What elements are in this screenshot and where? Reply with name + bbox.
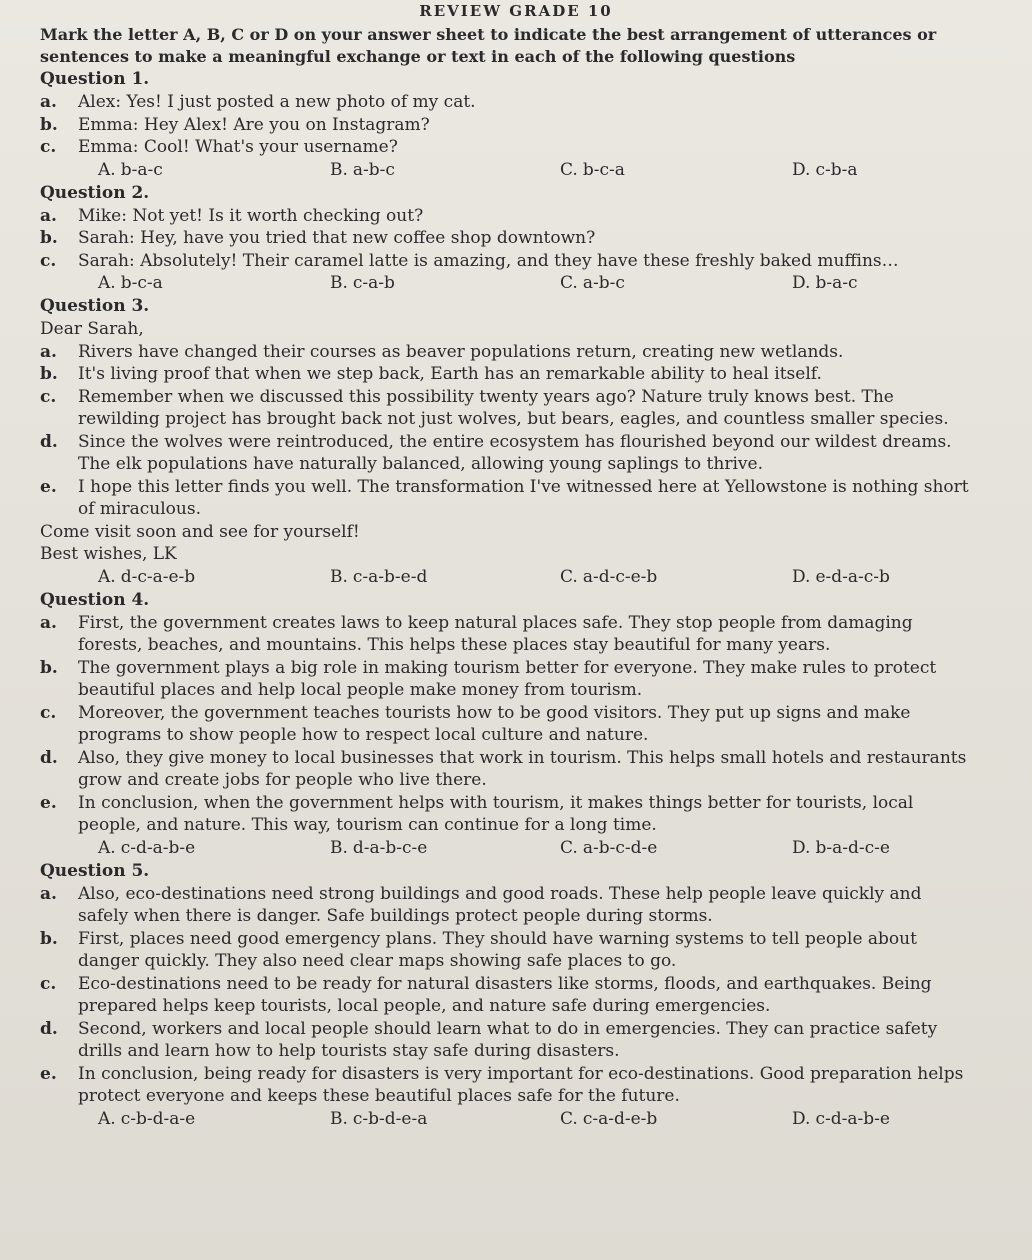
option-letter: B.: [330, 837, 348, 858]
item-b: [40, 227, 972, 250]
item-text: The government plays a big role in making tourism better for everyone. They make rules to protect beautiful places and help local people make money from tourism.: [78, 657, 937, 700]
item-letter: a.: [40, 205, 57, 226]
option-letter: A.: [98, 837, 116, 858]
option-letter: C.: [560, 159, 578, 180]
option-letter: D.: [792, 159, 811, 180]
item-letter: c.: [40, 137, 57, 157]
option-d[interactable]: [792, 159, 857, 182]
option-letter: C.: [560, 566, 578, 587]
option-b[interactable]: [330, 159, 395, 182]
option-letter: D.: [792, 566, 811, 587]
item-letter: b.: [40, 928, 58, 949]
question-title: Question 4.: [40, 589, 150, 610]
item-a: [40, 91, 972, 114]
item-text: Rivers have changed their courses as beaver populations return, creating new wetlands.: [78, 341, 844, 362]
item-text: In conclusion, when the government helps with tourism, it makes things better for tourists, local people, and nature. This way, tourism can continue for a long time.: [78, 792, 914, 835]
option-letter: D.: [792, 837, 811, 858]
item-b: [40, 363, 972, 386]
option-letter: C.: [560, 273, 578, 293]
item-letter: d.: [40, 431, 58, 452]
option-text: a-d-c-e-b: [582, 566, 658, 587]
option-a[interactable]: [98, 566, 195, 589]
item-a: [40, 205, 972, 228]
option-a[interactable]: [98, 1108, 195, 1131]
question-title: Question 2.: [40, 182, 150, 203]
answer-options: [40, 837, 972, 860]
option-a[interactable]: [98, 837, 195, 860]
option-b[interactable]: [330, 1108, 427, 1131]
option-letter: A.: [98, 566, 116, 587]
option-letter: B.: [330, 566, 348, 587]
question-title: Question 3.: [40, 296, 150, 316]
option-b[interactable]: [330, 272, 395, 295]
item-letter: d.: [40, 1018, 58, 1039]
item-letter: a.: [40, 612, 57, 633]
option-letter: A.: [98, 159, 116, 180]
item-letter: b.: [40, 228, 58, 248]
answer-options: [40, 566, 972, 589]
item-a: [40, 612, 972, 657]
option-d[interactable]: [792, 566, 890, 589]
option-text: c-b-d-a-e: [120, 1108, 196, 1129]
question-title: Question 5.: [40, 860, 150, 881]
item-letter: b.: [40, 114, 58, 135]
answer-options: [40, 159, 972, 182]
item-b: [40, 657, 972, 702]
item-letter: c.: [40, 250, 57, 271]
option-c[interactable]: [560, 272, 625, 295]
item-text: Sarah: Hey, have you tried that new coffee shop downtown?: [78, 228, 596, 248]
item-letter: c.: [40, 973, 57, 994]
questions-container: [0, 68, 1032, 1131]
option-text: d-c-a-e-b: [120, 566, 196, 587]
option-d[interactable]: [792, 272, 857, 295]
option-d[interactable]: [792, 1108, 890, 1131]
option-text: c-a-b: [352, 273, 395, 293]
item-letter: e.: [40, 792, 57, 813]
option-a[interactable]: [98, 272, 163, 295]
item-c: [40, 386, 972, 431]
letter-signature: Best wishes, LK: [40, 544, 177, 564]
item-a: [40, 883, 972, 928]
item-letter: d.: [40, 747, 58, 768]
item-e: [40, 1063, 972, 1108]
option-letter: B.: [330, 1108, 348, 1129]
option-letter: B.: [330, 273, 348, 293]
item-c: [40, 136, 972, 159]
letter-closing: Come visit soon and see for yourself!: [40, 521, 360, 542]
question-1: [40, 68, 972, 182]
item-text: Sarah: Absolutely! Their caramel latte is amazing, and they have these freshly baked muffins…: [78, 250, 899, 271]
item-text: Remember when we discussed this possibility twenty years ago? Nature truly knows best. The rewilding project has brought back not just wolves, but bears, eagles, and countless smaller species.: [78, 386, 949, 429]
instruction-text: Mark the letter A, B, C or D on your answer sheet to indicate the best arrangement of utterances or sentences to make a meaningful exchange or text in each of the following questions: [40, 25, 937, 66]
option-text: c-b-a: [815, 159, 858, 180]
item-letter: c.: [40, 386, 57, 407]
item-b: [40, 114, 972, 137]
option-b[interactable]: [330, 837, 427, 860]
item-a: [40, 341, 972, 364]
item-letter: b.: [40, 364, 58, 384]
option-text: c-a-b-e-d: [352, 566, 428, 587]
item-text: Since the wolves were reintroduced, the entire ecosystem has flourished beyond our wildest dreams. The elk populations have naturally balanced, allowing young saplings to thrive.: [78, 431, 952, 474]
option-text: c-b-d-e-a: [352, 1108, 428, 1129]
option-text: a-b-c: [352, 159, 395, 180]
item-d: [40, 431, 972, 476]
item-c: [40, 702, 972, 747]
option-c[interactable]: [560, 837, 657, 860]
item-text: Emma: Hey Alex! Are you on Instagram?: [78, 114, 430, 135]
option-text: d-a-b-c-e: [352, 837, 428, 858]
item-e: [40, 476, 972, 521]
option-text: e-d-a-c-b: [815, 566, 890, 587]
option-letter: D.: [792, 273, 811, 293]
item-text: In conclusion, being ready for disasters is very important for eco-destinations. Good preparation helps protect everyone and keeps these beautiful places safe for the future.: [78, 1063, 964, 1106]
item-letter: a.: [40, 341, 57, 362]
item-c: [40, 250, 972, 273]
option-letter: A.: [98, 273, 116, 293]
answer-options: [40, 272, 972, 295]
option-text: b-c-a: [120, 273, 163, 293]
item-e: [40, 792, 972, 837]
option-text: c-a-d-e-b: [582, 1108, 658, 1129]
option-text: b-c-a: [582, 159, 625, 180]
item-d: [40, 1018, 972, 1063]
option-d[interactable]: [792, 837, 890, 860]
question-5: [40, 860, 972, 1131]
item-text: Also, they give money to local businesses that work in tourism. This helps small hotels and restaurants grow and create jobs for people who live there.: [78, 747, 967, 790]
option-text: c-d-a-b-e: [815, 1108, 890, 1129]
option-b[interactable]: [330, 566, 427, 589]
item-text: First, the government creates laws to keep natural places safe. They stop people from damaging forests, beaches, and mountains. This helps these places stay beautiful for many years.: [78, 612, 913, 655]
item-text: Second, workers and local people should learn what to do in emergencies. They can practice safety drills and learn how to help tourists stay safe during disasters.: [78, 1018, 938, 1061]
option-text: a-b-c: [582, 273, 625, 293]
item-letter: e.: [40, 1063, 57, 1084]
option-c[interactable]: [560, 159, 625, 182]
item-text: Alex: Yes! I just posted a new photo of my cat.: [78, 92, 476, 112]
letter-greeting: Dear Sarah,: [40, 319, 144, 339]
item-text: Moreover, the government teaches tourists how to be good visitors. They put up signs and make programs to show people how to respect local culture and nature.: [78, 702, 911, 745]
item-letter: a.: [40, 92, 57, 112]
item-letter: b.: [40, 657, 58, 678]
item-d: [40, 747, 972, 792]
item-letter: a.: [40, 883, 57, 904]
item-c: [40, 973, 972, 1018]
item-b: [40, 928, 972, 973]
option-letter: C.: [560, 837, 578, 858]
item-text: Also, eco-destinations need strong buildings and good roads. These help people leave quickly and safely when there is danger. Safe buildings protect people during storms.: [78, 883, 922, 926]
option-text: c-d-a-b-e: [120, 837, 196, 858]
option-text: b-a-c: [815, 273, 858, 293]
option-a[interactable]: [98, 159, 163, 182]
item-letter: e.: [40, 476, 57, 497]
item-text: I hope this letter finds you well. The transformation I've witnessed here at Yellowstone is nothing short of miraculous.: [78, 476, 969, 519]
option-letter: C.: [560, 1108, 578, 1129]
page-header: REVIEW GRADE 10: [419, 2, 613, 20]
option-text: b-a-c: [120, 159, 163, 180]
item-text: Emma: Cool! What's your username?: [78, 137, 398, 157]
option-c[interactable]: [560, 1108, 657, 1131]
answer-options: [40, 1108, 972, 1131]
item-text: It's living proof that when we step back, Earth has an remarkable ability to heal itself.: [78, 364, 822, 384]
question-2: [40, 182, 972, 296]
option-letter: D.: [792, 1108, 811, 1129]
item-letter: c.: [40, 702, 57, 723]
item-text: Mike: Not yet! Is it worth checking out?: [78, 205, 424, 226]
item-text: Eco-destinations need to be ready for natural disasters like storms, floods, and earthquakes. Being prepared helps keep tourists, local people, and nature safe during emergencies.: [78, 973, 932, 1016]
option-letter: B.: [330, 159, 348, 180]
question-title: Question 1.: [40, 69, 150, 89]
option-text: b-a-d-c-e: [815, 837, 890, 858]
question-4: [40, 589, 972, 860]
option-letter: A.: [98, 1108, 116, 1129]
item-text: First, places need good emergency plans. They should have warning systems to tell people about danger quickly. They also need clear maps showing safe places to go.: [78, 928, 917, 971]
option-c[interactable]: [560, 566, 657, 589]
option-text: a-b-c-d-e: [582, 837, 658, 858]
question-3: [40, 295, 972, 589]
